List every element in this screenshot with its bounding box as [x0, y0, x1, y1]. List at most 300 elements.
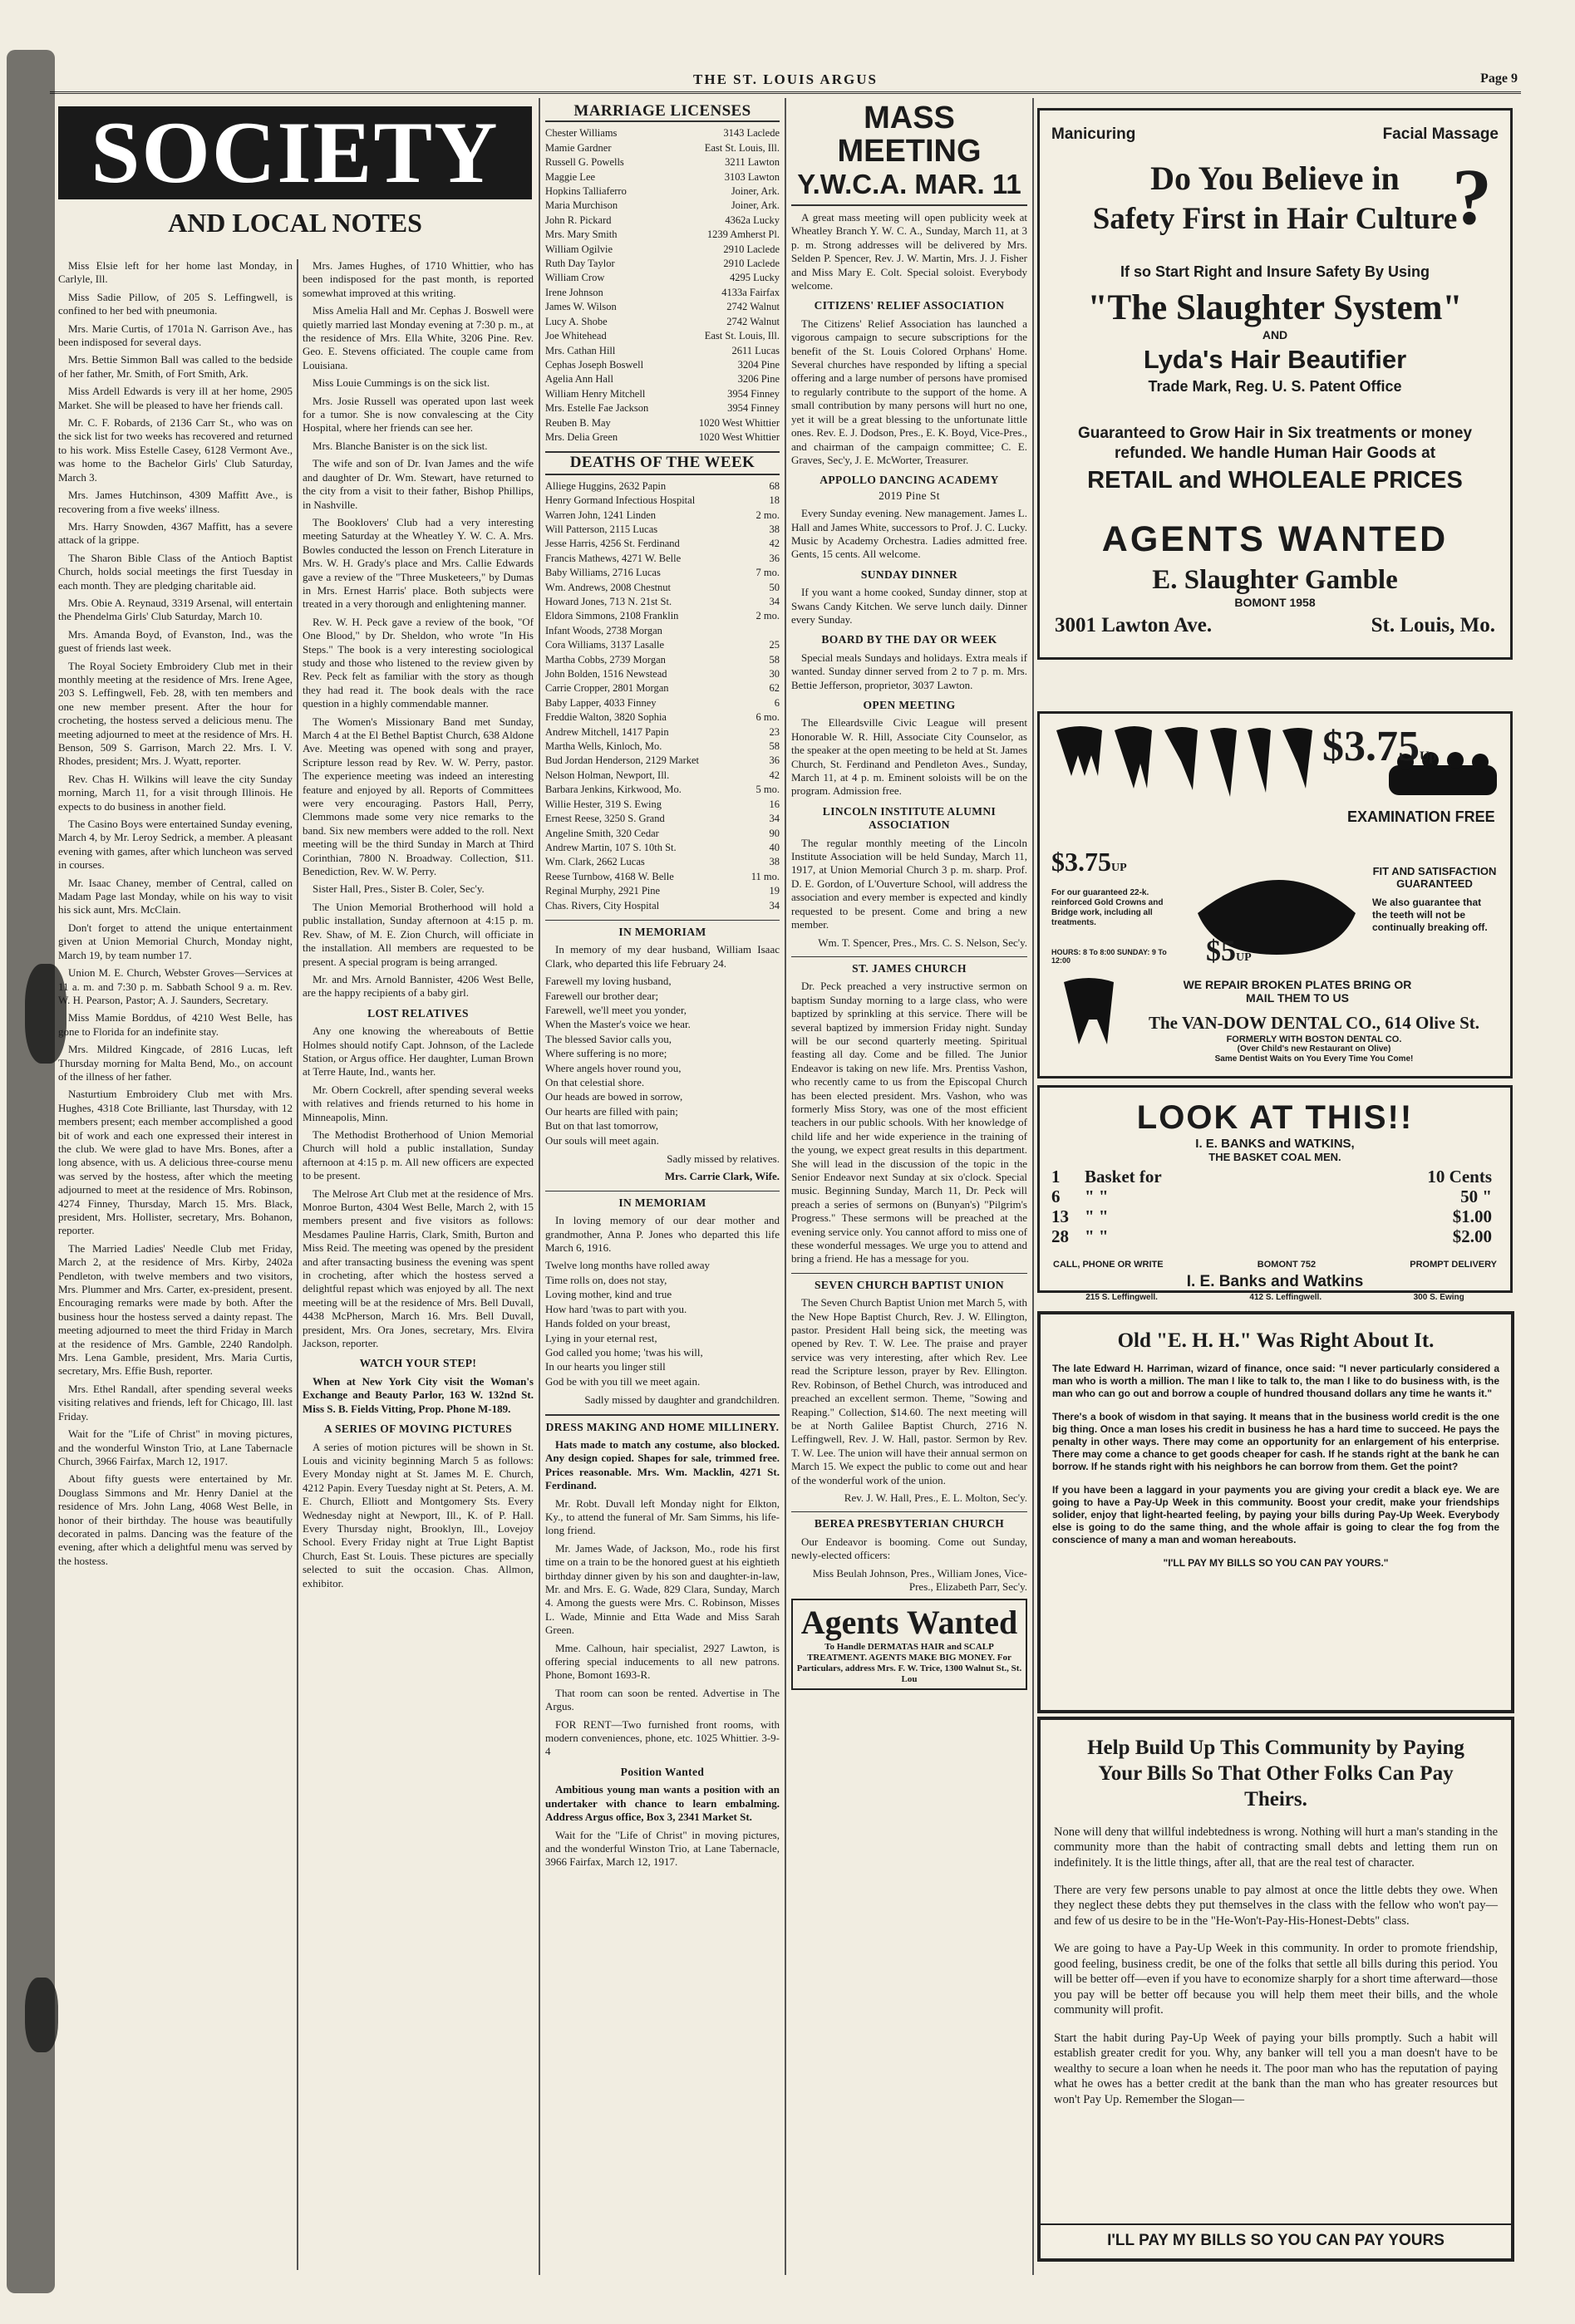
slaughter-phone: BOMONT 1958 — [1234, 596, 1316, 609]
position-wanted-heading: Position Wanted — [620, 1765, 705, 1778]
marriage-row-name: Mrs. Mary Smith — [545, 228, 618, 241]
dental-hours: HOURS: 8 To 8:00 SUNDAY: 9 To 12:00 — [1051, 948, 1167, 965]
marriage-row-name: Mrs. Estelle Fae Jackson — [545, 402, 649, 415]
notice: That room can soon be rented. Advertise in The Argus. — [545, 1686, 780, 1713]
notice: FOR RENT—Two furnished front rooms, with modern conveniences, phone, etc. 1025 Whittier. 3-9-4 — [545, 1717, 780, 1758]
marriage-row-value: East St. Louis, Ill. — [704, 330, 780, 342]
death-row — [545, 870, 780, 884]
death-row — [545, 667, 780, 681]
slaughter-system-name: "The Slaughter System" — [1087, 288, 1463, 327]
fit-text: We also guarantee that the teeth will not be continually breaking off. — [1372, 897, 1488, 933]
marriage-row-name: Chester Williams — [545, 127, 618, 140]
death-row-value: 25 — [769, 639, 780, 651]
memoriam-verse: On that celestial shore. — [545, 1076, 645, 1088]
page-number: Page 9 — [1480, 71, 1518, 86]
memoriam-verse: Loving mother, kind and true — [545, 1288, 672, 1301]
dressmaking-heading: DRESS MAKING AND HOME MILLINERY. — [545, 1414, 780, 1434]
society-column-1 — [58, 259, 293, 2270]
seven-church-heading: SEVEN CHURCH BAPTIST UNION — [791, 1273, 1027, 1292]
marriage-row-value: East St. Louis, Ill. — [704, 141, 780, 154]
marriage-row — [545, 184, 780, 199]
society-note: Mr. and Mrs. Arnold Bannister, 4206 West Belle, are the happy recipients of a baby girl. — [303, 972, 534, 1000]
death-row — [545, 783, 780, 797]
marriage-row-name: William Henry Mitchell — [545, 387, 646, 400]
death-row-value: 5 mo. — [756, 784, 780, 796]
marriage-row — [545, 286, 780, 300]
pay-up-title: Help Build Up This Community by Paying Your Bills So That Other Folks Can Pay Theirs. — [1087, 1737, 1464, 1811]
marriage-row-name: Cephas Joseph Boswell — [545, 358, 644, 371]
marriage-row-value: 4133a Fairfax — [721, 286, 780, 298]
memoriam-verse: The blessed Savior calls you, — [545, 1032, 672, 1045]
death-row-name: Bud Jordan Henderson, 2129 Market — [545, 754, 700, 767]
marriage-row-name: James W. Wilson — [545, 301, 617, 313]
society-note: Miss Elsie left for her home last Monday, in Carlyle, Ill. — [58, 259, 293, 286]
death-row — [545, 696, 780, 710]
death-row — [545, 769, 780, 783]
death-row-name: Freddie Walton, 3820 Sophia — [545, 711, 667, 724]
memoriam-1-sig-2: Mrs. Carrie Clark, Wife. — [664, 1170, 780, 1183]
memoriam-1-intro: In memory of my dear husband, William Isaac Clark, who departed this life February 24. — [545, 943, 780, 970]
society-note: The Casino Boys were entertained Sunday evening, March 4, by Mr. Leroy Sedrick, a member. A pleasant evening with games, after which luncheon was served in courses. — [58, 818, 293, 872]
memoriam-verse: But on that last tomorrow, — [545, 1119, 659, 1133]
marriage-row-value: 3211 Lawton — [725, 156, 780, 169]
notice: Mr. Robt. Duvall left Monday night for Elkton, Ky., to attend the funeral of Mr. Sam Simms, his life-long friend. — [545, 1496, 780, 1537]
memoriam-verse: When the Master's voice we hear. — [545, 1018, 691, 1031]
memoriam-verse: Farewell, we'll meet you yonder, — [545, 1003, 687, 1016]
death-row — [545, 581, 780, 595]
marriage-row-value: 1020 West Whittier — [698, 430, 780, 443]
marriage-row-value: 3103 Lawton — [724, 170, 780, 183]
society-note: Mrs. Ethel Randall, after spending several weeks visiting relatives and friends, left for Chicago, Ill. last Friday. — [58, 1382, 293, 1422]
society-note: Mrs. Josie Russell was operated upon last week for a tumor. She is now convalescing at the City Hospital, where her friends can see her. — [303, 394, 534, 435]
memoriam-verse: Our souls will meet again. — [545, 1133, 659, 1147]
pay-up-footer: I'LL PAY MY BILLS SO YOU CAN PAY YOURS — [1041, 2223, 1511, 2250]
marriage-row — [545, 344, 780, 358]
marriage-row — [545, 228, 780, 242]
society-note: Miss Amelia Hall and Mr. Cephas J. Boswell were quietly married last Monday evening at 7:30 p. m., at the residence of Mrs. Ella White, 3206 Pine. Rev. Geo. E. Stevens officiated. The couple came from Louisiana. — [303, 304, 534, 371]
death-row-value: 90 — [769, 827, 780, 839]
death-row-value: 11 mo. — [751, 870, 780, 882]
society-note: Mr. Isaac Chaney, member of Central, called on Madam Page last Monday, while on his way to visit his sick aunt, Mrs. McClain. — [58, 876, 293, 916]
dental-ad — [1037, 711, 1513, 1078]
memoriam-verse: God be with you till we meet again. — [545, 1374, 701, 1388]
society-note: Mrs. Mildred Kingcade, of 2816 Lucas, left Thursday morning for Malta Bend, Mo., on account of the illness of her father. — [58, 1043, 293, 1083]
society-note: Wait for the "Life of Christ" in moving pictures, and the wonderful Winston Trio, at Lane Tabernacle Church, 3966 Fairfax, March 12, 1917. — [58, 1427, 293, 1467]
death-row-value: 68 — [769, 479, 780, 492]
marriage-licenses-heading: MARRIAGE LICENSES — [545, 105, 780, 122]
coal-sub-2: THE BASKET COAL MEN. — [1208, 1151, 1341, 1163]
examination-free: EXAMINATION FREE — [1347, 808, 1495, 825]
pay-up-body — [1041, 1825, 1511, 2108]
death-row — [545, 653, 780, 667]
price-2 — [1051, 847, 1127, 877]
slaughter-headline-1: Do You Believe in — [1150, 160, 1400, 197]
death-row — [545, 552, 780, 566]
death-row — [545, 855, 780, 869]
marriage-row-name: Hopkins Talliaferro — [545, 185, 627, 198]
agents-wanted-banner: AGENTS WANTED — [1101, 519, 1449, 559]
death-row — [545, 523, 780, 537]
lincoln-sig: Wm. T. Spencer, Pres., Mrs. C. S. Nelson, Sec'y. — [818, 936, 1027, 949]
price-3-value: $5 — [1206, 934, 1236, 967]
society-note: The Sharon Bible Class of the Antioch Baptist Church, holds social meetings the first Tuesday in each month. They are pledging charitable aid. — [58, 551, 293, 592]
coal-price-row — [1051, 1206, 1499, 1226]
death-row-value: 7 mo. — [756, 567, 780, 579]
society-note: Sister Hall, Pres., Sister B. Coler, Sec'y. — [313, 882, 485, 896]
coal-price-row — [1051, 1187, 1499, 1206]
death-row-value: 50 — [769, 581, 780, 593]
coal-price: $2.00 — [1452, 1226, 1492, 1246]
marriage-row — [545, 401, 780, 415]
marriage-row — [545, 358, 780, 372]
harriman-body — [1041, 1363, 1511, 1547]
column-rule — [297, 259, 298, 2270]
death-row-name: Martha Cobbs, 2739 Morgan — [545, 653, 666, 666]
marriage-row — [545, 199, 780, 213]
coal-price: 10 Cents — [1427, 1167, 1492, 1187]
death-row — [545, 681, 780, 695]
society-note: The Married Ladies' Needle Club met Friday, March 2, at the residence of Mrs. Kirby, 2402a Pendleton, with twelve members and two visitors, Mrs. Plummer and Mrs. Carter, ex-president, present. Encouraging remarks were made by both. After the business hour the hostess served a dainty repast. The meeting adjourned to meet the third Friday in March at the residence of Mrs. Gamble, 2240 Randolph. Mrs. Lena Gamble, president, Mrs. Maria Curtis, secretary, Mrs. Effie Bush, reporter. — [58, 1241, 293, 1378]
deaths-list — [545, 479, 780, 913]
coal-qty: 13 — [1051, 1206, 1069, 1226]
society-note: Mrs. Obie A. Reynaud, 3319 Arsenal, will entertain the Phendelma Girls' Club Saturday, March 10. — [58, 596, 293, 623]
society-note: Miss Sadie Pillow, of 205 S. Leffingwell, is confined to her bed with pneumonia. — [58, 290, 293, 317]
death-row — [545, 827, 780, 841]
death-row — [545, 595, 780, 609]
marriage-row-value: 2742 Walnut — [726, 315, 780, 327]
berea-text: Our Endeavor is booming. Come out Sunday, newly-elected officers: — [791, 1535, 1027, 1562]
slaughter-and: AND — [1262, 328, 1288, 341]
coal-address-1: 215 S. Leffingwell. — [1085, 1293, 1158, 1302]
death-row-name: Andrew Mitchell, 1417 Papin — [545, 725, 669, 738]
marriage-row-name: William Crow — [545, 272, 605, 284]
death-row-value: 40 — [769, 841, 780, 853]
death-row — [545, 739, 780, 754]
death-row-name: Will Patterson, 2115 Lucas — [545, 523, 658, 535]
memoriam-verse: Where suffering is no more; — [545, 1047, 667, 1060]
memoriam-1-sig: Sadly missed by relatives. — [667, 1152, 780, 1166]
death-row-name: Willie Hester, 319 S. Ewing — [545, 798, 662, 810]
facial-massage-label: Facial Massage — [1382, 125, 1499, 143]
death-row-name: Nelson Holman, Newport, Ill. — [545, 769, 670, 781]
death-row-name: Barbara Jenkins, Kirkwood, Mo. — [545, 784, 682, 796]
citizens-relief-text: The Citizens' Relief Association has launched a vigorous campaign to secure subscriptions for the benefit of the St. Louis Colored Orphans' Home. Several churches have responded by lifting a special offering and a large number of persons have promised to regularly contribute to the support of the home. A small contribution by many persons will hurt no one, yet it will be a great blessing to the unfortunate little ones. Rev. E. J. Dodson, Pres., E. K. Boyd, Vice-Pres., and chairman of the campaign committee; C. E. Graves, Sec'y, J. E. McWorter, Treasurer. — [791, 317, 1027, 466]
death-row-value: 2 mo. — [756, 509, 780, 521]
marriage-row-value: 2742 Walnut — [726, 301, 780, 313]
look-at-this: LOOK AT THIS!! — [1136, 1099, 1414, 1136]
death-row-name: Martha Wells, Kinloch, Mo. — [545, 740, 662, 753]
coal-price: $1.00 — [1452, 1206, 1492, 1226]
coal-address-2: 412 S. Leffingwell. — [1249, 1293, 1322, 1302]
price-1-value: $3.75 — [1322, 723, 1420, 770]
death-row-value: 34 — [769, 596, 780, 607]
harriman-footer: "I'LL PAY MY BILLS SO YOU CAN PAY YOURS." — [1163, 1556, 1389, 1569]
marriage-row — [545, 214, 780, 228]
marriage-row-name: William Ogilvie — [545, 243, 613, 255]
death-row-value: 6 — [774, 696, 780, 709]
death-row-name: Carrie Cropper, 2801 Morgan — [545, 682, 669, 695]
manicuring-label: Manicuring — [1051, 125, 1136, 143]
death-row-name: Henry Gormand Infectious Hospital — [545, 494, 696, 507]
st-james-text: Dr. Peck preached a very instructive sermon on baptism Sunday morning to a large class, who were baptized by sprinkling at this service. There will be several baptized by immersion Friday night. Sunday will be our second quarterly meeting. Spiritual feasting all day. Come and be filled. The Junior Endeavor is taking on new life. Mrs. Prentiss Vashon, who recently came to us from the Episcopal Church has been elected president. Mrs. Vashon, who was formerly Miss Story, was one of the most efficient teachers in our public schools. With her knowledge of child life and her wide experience in the training of the young, we expect great results in this department. She will lead in the discussion of the topic in the Senior Endeavor next Sunday at six o'clock. Special music. Beginning Sunday, March 11, Dr. Peck will preach a series of sermons on (Bunyan's) "Pilgrim's Progress." These sermons will be preached at the evening service only. You cannot afford to miss one of these wonderful messages. We urge you to attend and bring a friend. He has a message for you. — [791, 980, 1027, 1265]
death-row — [545, 899, 780, 913]
marriage-row — [545, 416, 780, 430]
marriage-row-value: Joiner, Ark. — [731, 199, 780, 212]
board-heading: BOARD BY THE DAY OR WEEK — [821, 633, 997, 646]
marriage-row — [545, 300, 780, 314]
death-row — [545, 566, 780, 580]
marriage-row-value: 1239 Amherst Pl. — [706, 228, 780, 241]
sunday-dinner-heading: SUNDAY DINNER — [860, 567, 958, 581]
dressmaking-text: Hats made to match any costume, also blocked. Any design copied. Shapes for sale, trimmed free. Prices reasonable. Mrs. Wm. Macklin, 4271 St. Ferdinand. — [545, 1437, 780, 1492]
society-note: The Women's Missionary Band met Sunday, March 4 at the El Bethel Baptist Church, 638 Aldone Ave. Meeting was opened with song and prayer, Scripture lesson read by Rev. W. W. Perry, pastor. The experience meeting was indeed an interesting feature and enjoyed by all. Reports of Committees were very encouraging. Pastors Hall, Perry, Clemmons made some very nice remarks to the band. Six new members were added to the roll. Next meeting will be the third Sunday in March at Third Corinthian, 7800 N. Broadway. Collection, $11. Benediction, Rev. W. W. Perry. — [303, 715, 534, 878]
dental-formerly: FORMERLY WITH BOSTON DENTAL CO. — [1226, 1034, 1402, 1044]
marriage-row-name: Irene Johnson — [545, 286, 603, 298]
coal-qty: 1 — [1051, 1167, 1061, 1187]
agents-wanted-title: Agents Wanted — [800, 1604, 1018, 1642]
notice: Mr. James Wade, of Jackson, Mo., rode his first time on a train to be the honored guest at his eightieth birthday dinner given by his son and daughter-in-law, Mr. and Mrs. E. G. Wade, 829 Clara, Sunday, March 4. Among the guests were Mrs. C. Robinson, Misses L. Wade, Minnie and Etta Wade and Miss Sarah Green. — [545, 1541, 780, 1637]
marriage-row-name: John R. Pickard — [545, 214, 612, 226]
society-note: About fifty guests were entertained by Mr. Douglass Simmons and Mr. Henry Daniel at the residence of Mrs. John Lang, 4068 West Belle, in honor of their birthday. The house was beautifully decorated in palms. Dancing was the feature of the evening, after which a delightful menu was served by the hostess. — [58, 1472, 293, 1567]
marriage-row — [545, 243, 780, 257]
apollo-text: Every Sunday evening. New management. James L. Hall and James White, successors to Prof. J. C. Lucky. Music by Academy Orchestra. Ladies admitted free. Gents, 15 cents. All welcome. — [791, 507, 1027, 561]
price-1-suffix: Up — [1420, 749, 1437, 764]
column-rule — [785, 98, 786, 2275]
marriage-row-value: Joiner, Ark. — [731, 185, 780, 198]
lost-relatives-heading: LOST RELATIVES — [367, 1006, 469, 1020]
marriage-row-value: 1020 West Whittier — [698, 416, 780, 429]
memoriam-2-sig: Sadly missed by daughter and grandchildren. — [584, 1393, 780, 1407]
coal-prompt: PROMPT DELIVERY — [1410, 1260, 1497, 1270]
seven-church-sig: Rev. J. W. Hall, Pres., E. L. Molton, Sec'y. — [844, 1491, 1027, 1504]
trade-mark: Trade Mark, Reg. U. S. Patent Office — [1148, 378, 1402, 395]
marriage-row-value: 3954 Finney — [727, 402, 780, 415]
marriage-row-value: 4295 Lucky — [729, 272, 780, 284]
coal-ad — [1037, 1085, 1513, 1302]
memoriam-verse: Our heads are bowed in sorrow, — [545, 1090, 683, 1103]
coal-label: " " — [1085, 1206, 1109, 1226]
sunday-dinner-text: If you want a home cooked, Sunday dinner, stop at Swans Candy Kitchen. We serve lunch daily. Dinner every Sunday. — [791, 586, 1027, 626]
death-row-value: 2 mo. — [756, 610, 780, 622]
death-row-name: Reginal Murphy, 2921 Pine — [545, 885, 661, 897]
slaughter-headline-2: Safety First in Hair Culture — [1092, 202, 1458, 236]
marriage-row-value: 2910 Laclede — [723, 243, 780, 255]
death-row-value: 30 — [769, 668, 780, 680]
society-note: The Royal Society Embroidery Club met in their monthly meeting at the residence of Mrs. Irene Agee, 203 S. Leffingwell, Feb. 28, with ten members and one new member present. After the hour for crocheting, the hostess served a delicious menu. The meeting adjourned to meet at the residence of Mrs. H. Benson, 509 S. Garrison, March 22. Mrs. I. V. Rhodes, president; Mrs. J. Wyatt, reporter. — [58, 659, 293, 768]
memoriam-verse: Our hearts are filled with pain; — [545, 1104, 678, 1118]
death-row-value: 16 — [769, 798, 780, 810]
death-row-name: Andrew Martin, 107 S. 10th St. — [545, 841, 677, 853]
death-row — [545, 494, 780, 508]
memoriam-verse: How hard 'twas to part with you. — [545, 1302, 687, 1315]
society-note: The Booklovers' Club had a very interesting meeting Saturday at the Wheatley Y. W. C. A. Mrs. Bowles conducted the lesson on French Literature in Mrs. W. H. Grady's place and Mrs. Callie Edwards gave a review of the "Three Musketeers," by Dumas in Mrs. Ernest Harris' place. Both subjects were treated in a very thorough and enlightening manner. — [303, 515, 534, 611]
coal-sub-1: I. E. BANKS and WATKINS, — [1195, 1137, 1355, 1151]
marriage-row-name: Mrs. Delia Green — [545, 430, 618, 443]
society-note: Any one knowing the whereabouts of Bettie Holmes should notify Capt. Johnson, of the Laclede Station, or Argus office. Her daughter, Luman Brown at Terre Haute, Ind., wants her. — [303, 1024, 534, 1078]
memoriam-verse: Farewell my loving husband, — [545, 975, 672, 988]
marriage-row — [545, 257, 780, 271]
society-note: The wife and son of Dr. Ivan James and the wife and daughter of Dr. Wm. Stewart, have returned to the city from a visit to their father, Bishop Phillips, in Nashville. — [303, 457, 534, 511]
marriage-row — [545, 430, 780, 445]
coal-price-row — [1051, 1167, 1499, 1187]
society-note: Mrs. Amanda Boyd, of Evanston, Ind., was the guest of friends last week. — [58, 627, 293, 655]
harriman-paragraph: There's a book of wisdom in that saying. It means that in the business world credit is the one big thing. Once a man loses his credit in business he has a hard time to succeed. He pays the penalty in other ways. There may come an opportunity for an enlargement of his enterprise. There may come a chance to get goods cheaper for cash. If he stands right at the bank he can borrow. If he stands right with his neighbors he can borrow from them. Get the point? — [1052, 1410, 1499, 1473]
marriage-row — [545, 387, 780, 401]
moving-pictures-text: A series of motion pictures will be shown in St. Louis and vicinity beginning March 5 as follows: Every Monday night at St. James M. E. Church, 4212 Papin. Every Tuesday night at St. Peters, A. M. E. Church, Elliott and Montgomery Sts. Every Wednesday night at Newport, Ill., K. of P. Hall. Every Thursday night, Brooklyn, Ill., Lovejoy School. Every Friday night at True Light Baptist Church, East St. Louis. These pictures are specially selected to suit the occasion. Chas. Allmon, exhibitor. — [303, 1440, 534, 1589]
memoriam-verse: Time rolls on, does not stay, — [545, 1273, 667, 1286]
society-title: SOCIETY — [58, 106, 532, 199]
open-meeting-text: The Elleardsville Civic League will present Honorable W. R. Hill, Associate City Counselor, as the speaker at the open meeting to be held at St. James Church, St. Ferdinand and Pendleton Aves., Sunday, March 11, at 4 p. m. Eminent soloists will be on the program. Admission free. — [791, 716, 1027, 798]
memoriam-verse: Lying in your eternal rest, — [545, 1331, 657, 1344]
agents-wanted-text: To Handle DERMATAS HAIR and SCALP TREATMENT. AGENTS MAKE BIG MONEY. For Particulars, address Mrs. F. W. Trice, 1300 Walnut St., St. Lou — [796, 1642, 1022, 1685]
lincoln-text: The regular monthly meeting of the Lincoln Institute Association will be held Sunday, March 11, 1917, at Union Memorial Church 3 p. m. sharp. Prof. D. E. Gordon, of L'Ouverture School, will address the association and every member is expected and kindly requested to be present. Come and bring a new member. — [791, 836, 1027, 931]
berea-heading: BEREA PRESBYTERIAN CHURCH — [791, 1511, 1027, 1530]
apollo-address: 2019 Pine St — [879, 489, 940, 502]
death-row — [545, 710, 780, 725]
marriage-row-name: Agelia Ann Hall — [545, 373, 613, 386]
death-row — [545, 479, 780, 494]
death-row — [545, 884, 780, 898]
damage-spot — [25, 1978, 58, 2052]
death-row-value: 58 — [769, 740, 780, 753]
memoriam-2-intro: In loving memory of our dear mother and grandmother, Anna P. Jones who departed this life March 6, 1916. — [545, 1214, 780, 1255]
society-note: Mrs. James Hughes, of 1710 Whittier, who has been indisposed for the past month, is reported somewhat improved at this writing. — [303, 259, 534, 299]
coal-company: I. E. Banks and Watkins — [1186, 1273, 1364, 1290]
apollo-heading: APPOLLO DANCING ACADEMY — [819, 474, 999, 487]
marriage-row-name: Russell G. Powells — [545, 156, 624, 169]
society-note: The Melrose Art Club met at the residence of Mrs. Monroe Burton, 4304 West Belle, March 2, with 15 members present and five visitors as follows: Mesdames Pauline Harris, Clark, Smith, Burton and Miss Reid. The meeting was opened by the president and after transacting business the evening was spent in crocheting, after which the hostess served a delightful repast which was enjoyed by all. The next meeting will be at the residence of Mrs. Bell Duvall, 4438 McPherson, March 16. Mrs. Bell Duvall, president, Mrs. Ora Jones, secretary, Mrs. Elvira Jackson, reporter. — [303, 1187, 534, 1350]
harriman-ad — [1037, 1311, 1514, 1713]
marriage-row — [545, 126, 780, 140]
column-rule — [1032, 98, 1034, 2275]
pay-up-paragraph: There are very few persons unable to pay almost at once the little debts they owe. When they neglect these debts they put themselves in the class with the fellow who won't pay—and few of us desire to be in the "He-Won't-Pay-His-Honest-Debts" class. — [1054, 1883, 1498, 1928]
coal-label: Basket for — [1085, 1167, 1162, 1187]
marriage-row-name: Mamie Gardner — [545, 141, 612, 154]
notice: Mme. Calhoun, hair specialist, 2927 Lawton, is offering special inducements to all new patrons. Phone, Bomont 1693-R. — [545, 1641, 780, 1682]
price-3 — [1206, 933, 1252, 968]
death-row-value: 19 — [769, 885, 780, 897]
slaughter-city: St. Louis, Mo. — [1371, 614, 1495, 636]
death-row-value: 62 — [769, 682, 780, 695]
marriage-row-value: 2611 Lucas — [731, 344, 780, 356]
death-row-name: Wm. Andrews, 2008 Chestnut — [545, 581, 672, 593]
marriage-row — [545, 372, 780, 386]
memoriam-verse: Where angels hover round you, — [545, 1061, 682, 1074]
lyda-beautifier: Lyda's Hair Beautifier — [1143, 345, 1407, 374]
coal-qty: 6 — [1051, 1187, 1061, 1206]
marriage-row-name: Lucy A. Shobe — [545, 315, 608, 327]
death-row-name: Cora Williams, 3137 Lasalle — [545, 639, 664, 651]
marriage-row-name: Maggie Lee — [545, 170, 596, 183]
society-note: Mr. Obern Cockrell, after spending several weeks with relatives and friends returned to his home in Minneapolis, Minn. — [303, 1083, 534, 1123]
society-note: Union M. E. Church, Webster Groves—Services at 11 a. m. and 7:30 p. m. Sabbath School 9 a. m. Rev. W. H. Pearson, Pastor; A. J. Saunders, Secretary. — [58, 966, 293, 1006]
death-row-value: 58 — [769, 653, 780, 666]
death-row — [545, 609, 780, 623]
death-row — [545, 812, 780, 826]
memoriam-verse: In our hearts you linger still — [545, 1360, 666, 1373]
pay-up-paragraph: Start the habit during Pay-Up Week of paying your bills promptly. Such a habit will establish greater credit for you. Why, any banker will tell you a man doesn't have to be wealthy to secure a loan when he needs it. The poor man who has the reputation of paying what he owes has a better credit at the bank than the man who has greater resources but won't Pay Up. Remember the Slogan— — [1054, 2031, 1498, 2106]
pay-up-paragraph: None will deny that willful indebtedness is wrong. Nothing will hurt a man's standing in the community more than the habit of contracting small debts and letting them run on indefinitely. It is the little things, after all, that are the real test of character. — [1054, 1825, 1498, 1870]
society-note: Mrs. Blanche Banister is on the sick list. — [313, 439, 488, 452]
society-note: The Union Memorial Brotherhood will hold a public installation, Sunday afternoon at 4:15 p. m. Rev. Shaw, of M. E. Zion Church, will officiate in the installation. All members are requested to be present. A special program is being arranged. — [303, 900, 534, 968]
death-row-name: Baby Lapper, 4033 Finney — [545, 696, 657, 709]
harriman-paragraph: The late Edward H. Harriman, wizard of finance, once said: "I never particularly considered a man who is worth a million. The man I like to talk to, the man I like to do business with, is the man who can go out and borrow a couple of hundred thousand dollars any time he wants it." — [1052, 1363, 1499, 1400]
harriman-paragraph: If you have been a laggard in your payments you are giving your credit a black eye. We are going to have a Pay-Up Week in this community. Boost your credit, make your friendships solider, enjoy that light-hearted feeling, by paying your bills during Pay-Up Week. Everybody else is going to do the same thing, and the whole affair is going to clear the fog from the conscience of many a man and woman hereabouts. — [1052, 1483, 1499, 1546]
seven-church-text: The Seven Church Baptist Union met March 5, with the New Hope Baptist Church, Rev. J. W. Ellington, pastor. President Hall being sick, the meeting was opened by Rev. T. W. Lee. The praise and prayer service was very interesting, after which Rev. Lee read the Scripture lesson, prayer by Rev. Ellington. Rev. Robinson, of Bethel Church, was introduced and preached an excellent sermon. Theme, "Sowing and Reaping." Collection, $14.60. The next meeting will be at North Galilee Baptist Church, 2716 N. Leffingwell, Rev. J. W. Hall, pastor. Sermon by Rev. T. W. Lee. The union will have their annual sermon on March 15. We expect the public to come out and hear of the wonderful work of the union. — [791, 1296, 1027, 1486]
masthead-title: THE ST. LOUIS ARGUS — [693, 71, 878, 87]
death-row-name: Warren John, 1241 Linden — [545, 509, 656, 521]
death-row-value: 36 — [769, 754, 780, 767]
society-note: Rev. W. H. Peck gave a review of the book, "Of One Blood," by Dr. Sheldon, who wrote "In His Steps." The book is a very interesting sociological study and those who listened to the review given by Rev. Peck felt as familiar with the story as though they had read it. The book deals with the race question in a highly commendable manner. — [303, 615, 534, 710]
price-2-value: $3.75 — [1051, 847, 1111, 877]
death-row-value: 38 — [769, 856, 780, 868]
death-row — [545, 754, 780, 768]
marriage-row-value: 3143 Laclede — [723, 127, 780, 140]
memoriam-verse: Farewell our brother dear; — [545, 989, 659, 1002]
society-note: Rev. Chas H. Wilkins will leave the city Sunday morning, March 11, for a visit through Illinois. He expects to do business in another field. — [58, 772, 293, 813]
coal-price-table — [1051, 1167, 1499, 1246]
coal-call: CALL, PHONE OR WRITE — [1053, 1260, 1164, 1270]
column-3 — [545, 98, 780, 2275]
society-note: Miss Mamie Borddus, of 4210 West Belle, has gone to Florida for an indefinite stay. — [58, 1011, 293, 1038]
death-row — [545, 537, 780, 551]
marriage-row — [545, 170, 780, 184]
marriage-row — [545, 141, 780, 155]
teeth-illustration — [1040, 714, 1510, 847]
marriage-row-value: 4362a Lucky — [725, 214, 780, 226]
moving-pictures-heading: A SERIES OF MOVING PICTURES — [323, 1422, 513, 1436]
masthead — [50, 70, 1521, 94]
death-row-name: Eldora Simmons, 2108 Franklin — [545, 610, 679, 622]
price-2-suffix: UP — [1111, 862, 1127, 874]
memoriam-verse: Twelve long months have rolled away — [545, 1259, 711, 1272]
harriman-title: Old "E. H. H." Was Right About It. — [1117, 1329, 1435, 1352]
memoriam-verse: Hands folded on your breast, — [545, 1317, 671, 1330]
coal-address-3: 300 S. Ewing — [1413, 1293, 1464, 1302]
society-note: The Methodist Brotherhood of Union Memorial Church will hold a public installation, Sunday afternoon at 4:15 p. m. All new officers are expected to be present. — [303, 1128, 534, 1182]
mass-meeting-subtitle: Y.W.C.A. MAR. 11 — [791, 168, 1027, 206]
death-row-name: Ernest Reese, 3250 S. Grand — [545, 813, 665, 825]
st-james-heading: ST. JAMES CHURCH — [791, 956, 1027, 975]
society-header — [58, 106, 532, 253]
death-row-name: Francis Mathews, 4271 W. Belle — [545, 552, 682, 564]
marriage-row-name: Maria Murchison — [545, 199, 618, 212]
death-row-name: Angeline Smith, 320 Cedar — [545, 827, 659, 839]
marriage-row-value: 3206 Pine — [737, 373, 780, 386]
mass-meeting-text: A great mass meeting will open publicity week at Wheatley Branch Y. W. C. A., Sunday, March 11, at 3 p. m. Strong addresses will be delivered by Mrs. Selden P. Spencer, Rev. J. W. Martin, Mrs. J. J. Fisher and Miss Mary E. Colt. Special soloist. Everybody welcome. — [791, 211, 1027, 292]
death-row — [545, 624, 780, 638]
death-row — [545, 798, 780, 812]
coal-price-row — [1051, 1226, 1499, 1246]
board-text: Special meals Sundays and holidays. Extra meals if wanted. Sunday dinner served from 2 to 7 p. m. Mrs. Bettie Jefferson, proprietor, 3037 Lawton. — [791, 651, 1027, 691]
death-row-name: Alliege Huggins, 2632 Papin — [545, 479, 667, 492]
memoriam-1-heading: IN MEMORIAM — [545, 920, 780, 939]
dental-location: (Over Child's new Restaurant on Olive) — [1237, 1044, 1391, 1054]
death-row-name: Infant Woods, 2738 Morgan — [545, 624, 662, 636]
marriage-row-name: Reuben B. May — [545, 416, 611, 429]
pay-up-ad — [1037, 1717, 1514, 2262]
tooth-icon — [1060, 978, 1118, 1053]
coal-phone: BOMONT 752 — [1257, 1260, 1317, 1270]
death-row-value: 42 — [769, 538, 780, 550]
coal-label: " " — [1085, 1226, 1109, 1246]
mass-meeting-title: MASS MEETING — [837, 101, 982, 169]
death-row-value: 6 mo. — [756, 711, 780, 724]
death-row-value: 38 — [769, 523, 780, 535]
death-row-name: Jesse Harris, 4256 St. Ferdinand — [545, 538, 680, 550]
marriage-row — [545, 155, 780, 170]
society-note: Nasturtium Embroidery Club met with Mrs. Hughes, 4318 Cote Brilliante, last Thursday, with 12 members present; each member accomplished a good bit of work and each one expressed their interest in the club. We were glad to have Mrs. Bones, after a long absence, with us. A delicious three-course menu was served by the hostess, after which the meeting adjourned to meet at the residence of Mrs. Robinson, 4274 Finney, Thursday, March 15. Mrs. Black, president, Mrs. Hollister, secretary, Mrs. Bohanon, reporter. — [58, 1088, 293, 1237]
